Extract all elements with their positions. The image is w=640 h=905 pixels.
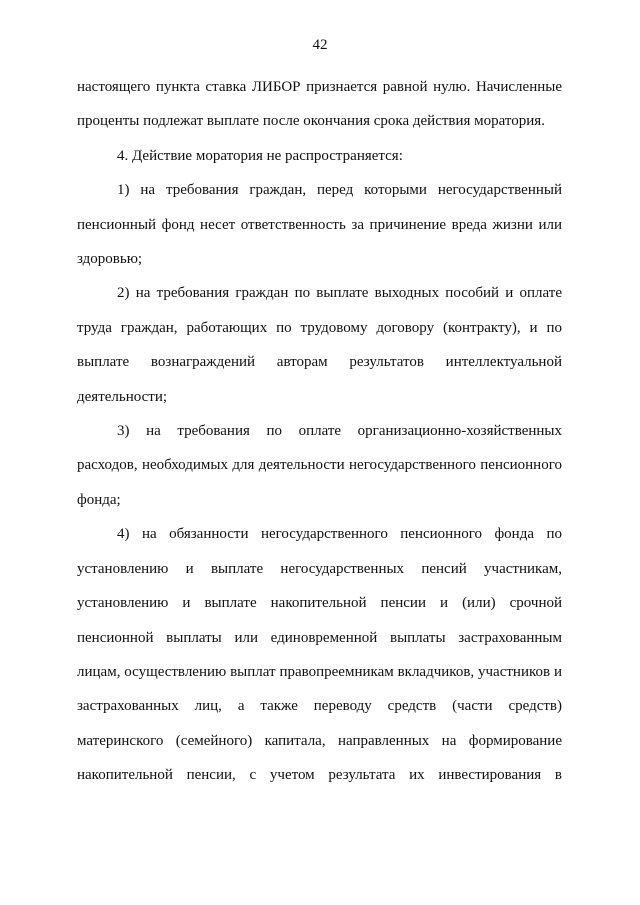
paragraph-item-2: 2) на требования граждан по выплате выходных пособий и оплате труда граждан, работающих по трудовому договору (контракту), и по выплате вознаграждений авторам результатов интеллектуальной деятельности; (77, 285, 562, 405)
page-number: 42 (312, 37, 328, 53)
paragraph-continuation: настоящего пункта ставка ЛИБОР признается равной нулю. Начисленные проценты подлежат выплате после окончания срока действия моратория. (77, 79, 562, 130)
paragraph-item-1: 1) на требования граждан, перед которыми негосударственный пенсионный фонд несет ответственность за причинение вреда жизни или здоровью; (77, 182, 562, 268)
paragraph-section-4-intro: 4. Действие моратория не распространяется: (117, 147, 403, 164)
paragraph-item-3: 3) на требования по оплате организационно-хозяйственных расходов, необходимых для деятельности негосударственного пенсионного фонда; (77, 423, 562, 508)
document-body (77, 70, 562, 793)
paragraph-item-4: 4) на обязанности негосударственного пенсионного фонда по установлению и выплате негосударственных пенсий участникам, установлению и выплате накопительной пенсии и (или) срочной пенсионной выплаты или единовременной выплаты застрахованным лицам, осуществлению выплат правопреемникам вкладчиков, участников и застрахованных лиц, а также переводу средств (части средств) материнского (семейного) капитала, направленных на формирование накопительной пенсии, с учетом результата их инвестирования в (77, 526, 562, 784)
